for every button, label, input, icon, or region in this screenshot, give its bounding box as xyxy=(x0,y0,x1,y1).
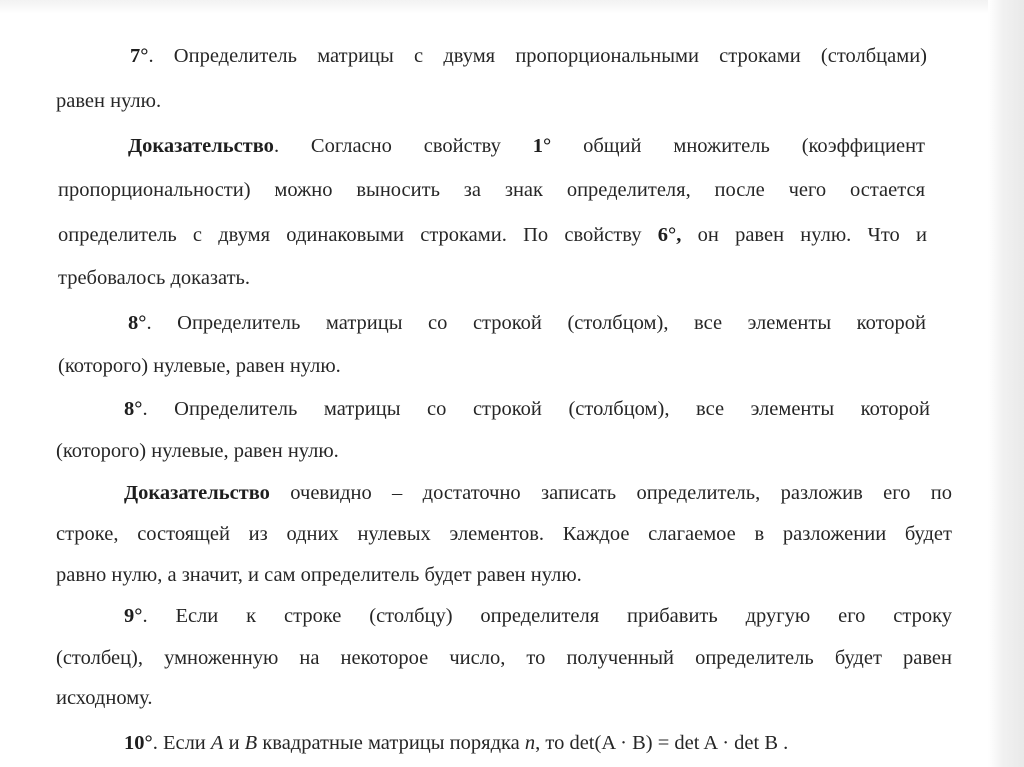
property-7-line-2: равен нулю. xyxy=(56,90,162,112)
page-right-edge xyxy=(988,0,1024,767)
property-7-number: 7° xyxy=(130,45,149,67)
proof-1-label: Доказательство xyxy=(128,135,274,157)
property-8b-line-2: (которого) нулевые, равен нулю. xyxy=(56,440,339,462)
proof-2-label: Доказательство xyxy=(124,482,270,504)
property-10-line: 10°. Если A и B квадратные матрицы порядка n, то det(A · B) = det A · det B . xyxy=(124,732,789,754)
property-8a-line-1: 8°. Определитель матрицы со строкой (столбцом), все элементы которой xyxy=(128,312,926,334)
page-top-edge xyxy=(0,0,1024,14)
proof-2-line-3: равно нулю, а значит, и сам определитель будет равен нулю. xyxy=(56,564,582,586)
proof-2-line-1: Доказательство очевидно – достаточно записать определитель, разложив его по xyxy=(124,482,952,504)
proof-1-line-3: определитель с двумя одинаковыми строками. По свойству 6°, он равен нулю. Что и xyxy=(58,224,927,246)
property-9-number: 9° xyxy=(124,605,143,627)
determinant-formula: det(A · B) = det A · det B xyxy=(569,732,779,754)
property-10-number: 10° xyxy=(124,732,153,754)
property-9-line-1: 9°. Если к строке (столбцу) определителя прибавить другую его строку xyxy=(124,605,952,627)
property-8a-line-2: (которого) нулевые, равен нулю. xyxy=(58,355,341,377)
property-8a-number: 8° xyxy=(128,312,147,334)
property-8b-line-1: 8°. Определитель матрицы со строкой (столбцом), все элементы которой xyxy=(124,398,930,420)
proof-1-line-1: Доказательство. Согласно свойству 1° общий множитель (коэффициент xyxy=(128,135,925,157)
property-9-line-2: (столбец), умноженную на некоторое число, то полученный определитель будет равен xyxy=(56,647,952,669)
proof-1-line-4: требовалось доказать. xyxy=(58,267,251,289)
property-8b-number: 8° xyxy=(124,398,143,420)
property-9-line-3: исходному. xyxy=(56,687,153,709)
proof-2-line-2: строке, состоящей из одних нулевых элементов. Каждое слагаемое в разложении будет xyxy=(56,523,952,545)
property-7-line-1: 7°. Определитель матрицы с двумя пропорциональными строками (столбцами) xyxy=(130,45,927,67)
proof-1-line-2: пропорциональности) можно выносить за знак определителя, после чего остается xyxy=(58,179,925,201)
